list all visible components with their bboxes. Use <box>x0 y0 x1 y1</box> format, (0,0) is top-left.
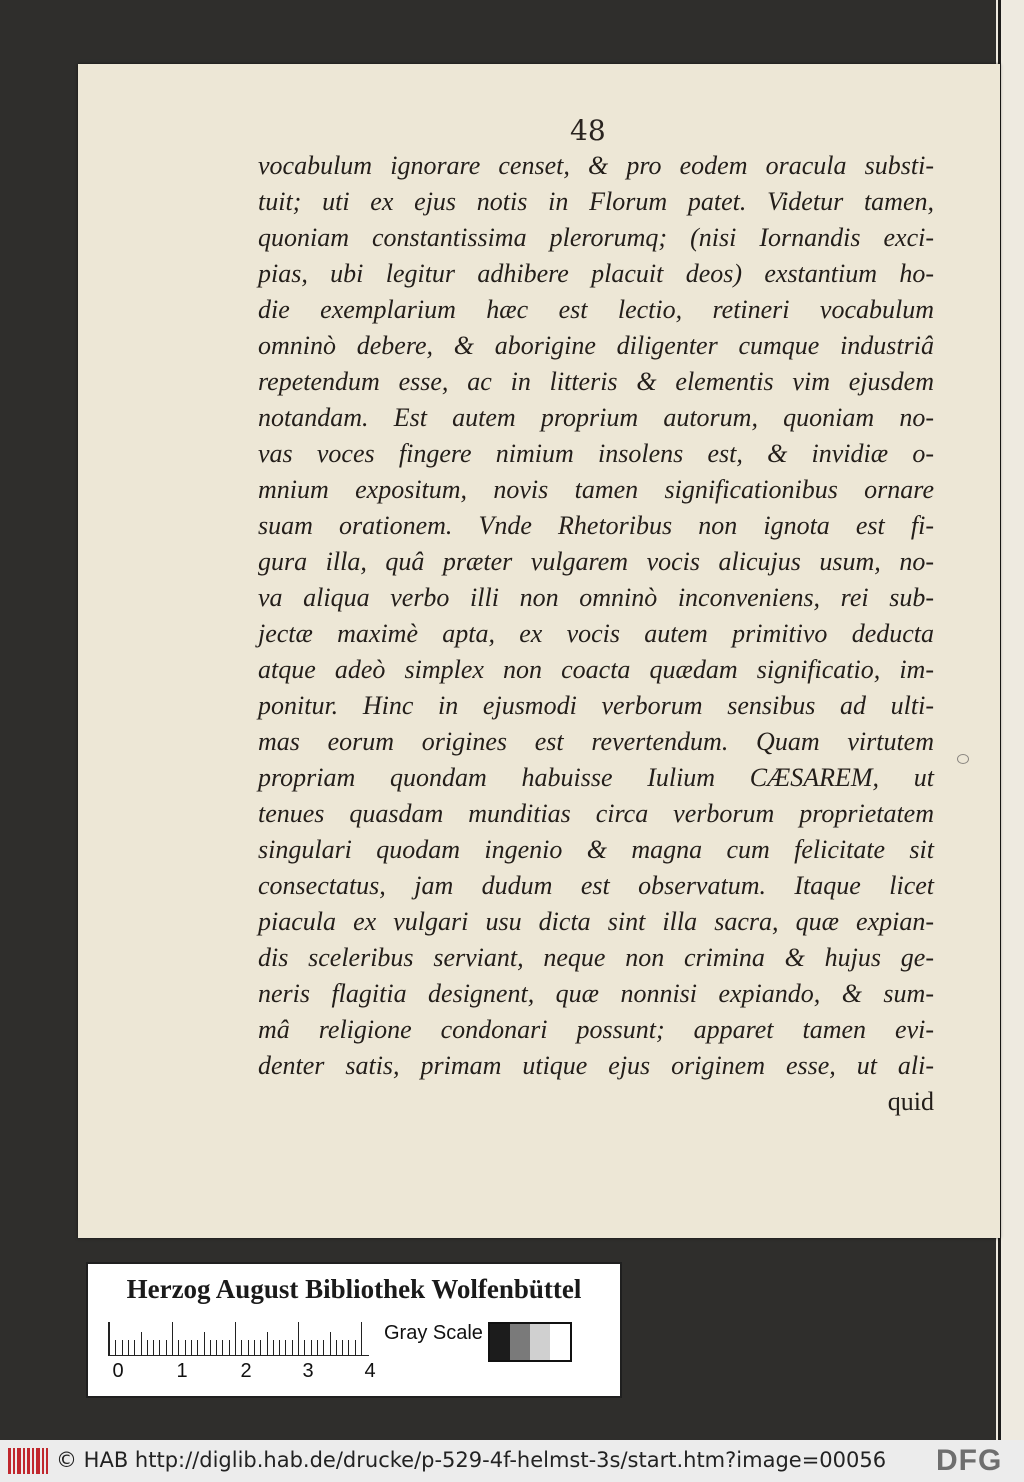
ruler-number-4: 4 <box>364 1360 376 1382</box>
gray-swatch <box>490 1324 510 1360</box>
ruler-tick <box>285 1340 286 1356</box>
ruler-tick <box>216 1340 217 1356</box>
ruler-tick <box>323 1340 324 1356</box>
text-line: consectatus, jam dudum est observatum. Itaque licet <box>258 871 934 900</box>
ruler-tick <box>172 1322 173 1356</box>
ruler-tick <box>109 1322 110 1356</box>
library-name: Herzog August Bibliothek Wolfenbüttel <box>126 1274 582 1304</box>
ruler-tick <box>311 1340 312 1356</box>
ruler-tick <box>128 1340 129 1356</box>
ruler-tick <box>254 1340 255 1356</box>
text-line: mas eorum origines est revertendum. Quam virtutem <box>258 727 934 756</box>
text-line: ponitur. Hinc in ejusmodi verborum sensibus ad ulti- <box>258 691 934 720</box>
text-line: die exemplarium hæc est lectio, retineri vocabulum <box>258 295 934 324</box>
color-scale-card <box>86 1262 622 1398</box>
ruler-tick <box>197 1340 198 1356</box>
ruler-tick <box>115 1340 116 1356</box>
gray-swatch <box>510 1324 530 1360</box>
ruler-tick <box>153 1340 154 1356</box>
ruler-tick <box>141 1332 142 1356</box>
ruler-tick <box>355 1340 356 1356</box>
ruler-tick <box>147 1340 148 1356</box>
gray-swatch <box>550 1324 570 1360</box>
text-line: vas voces fingere nimium insolens est, & invidiæ o- <box>258 439 934 468</box>
ruler-tick <box>178 1340 179 1356</box>
ruler-tick <box>122 1340 123 1356</box>
page-number: 48 <box>570 114 606 147</box>
text-line: mnium expositum, novis tamen significationibus ornare <box>258 475 934 504</box>
gray-swatch <box>530 1324 550 1360</box>
ruler-tick <box>342 1340 343 1356</box>
text-line: pias, ubi legitur adhibere placuit deos) exstantium ho- <box>258 259 934 288</box>
ruler-tick <box>210 1340 211 1356</box>
text-line: dis sceleribus serviant, neque non crimina & hujus ge- <box>258 943 934 972</box>
ruler-number-1: 1 <box>176 1360 188 1382</box>
ruler-tick <box>267 1332 268 1356</box>
adjacent-page-edge <box>996 0 1024 1440</box>
text-line: denter satis, primam utique ejus originem esse, ut ali- <box>258 1051 934 1080</box>
barcode-logo-icon <box>8 1448 48 1474</box>
ruler-tick <box>159 1340 160 1356</box>
page-text <box>258 148 934 1120</box>
margin-mark <box>957 754 969 764</box>
ruler-tick <box>185 1340 186 1356</box>
text-line: suam orationem. Vnde Rhetoribus non ignota est fi- <box>258 511 934 540</box>
text-line: atque adeò simplex non coacta quædam significatio, im- <box>258 655 934 684</box>
ruler-tick <box>273 1340 274 1356</box>
text-line: quoniam constantissima plerorumq; (nisi Iornandis exci- <box>258 223 934 252</box>
ruler-number-2: 2 <box>240 1360 252 1382</box>
text-line: mâ religione condonari possunt; apparet tamen evi- <box>258 1015 934 1044</box>
text-line: jectæ maximè apta, ex vocis autem primitivo deducta <box>258 619 934 648</box>
gray-scale-label: Gray Scale <box>384 1322 483 1344</box>
ruler-tick <box>248 1340 249 1356</box>
text-line: notandam. Est autem proprium autorum, quoniam no- <box>258 403 934 432</box>
catchword: quid <box>887 1087 934 1116</box>
text-line: propriam quondam habuisse Iulium CÆSAREM, ut <box>258 763 934 792</box>
ruler-tick <box>222 1340 223 1356</box>
ruler-tick <box>304 1340 305 1356</box>
copyright-url[interactable]: © HAB http://diglib.hab.de/drucke/p-529-4f-helmst-3s/start.htm?image=00056 <box>56 1448 887 1472</box>
ruler-tick <box>166 1340 167 1356</box>
text-line: omninò debere, & aborigine diligenter cumque industriâ <box>258 331 934 360</box>
text-line: repetendum esse, ac in litteris & elementis vim ejusdem <box>258 367 934 396</box>
ruler-tick <box>361 1322 362 1356</box>
ruler-tick <box>134 1340 135 1356</box>
text-line: neris flagitia designent, quæ nonnisi expiando, & sum- <box>258 979 934 1008</box>
text-line: singulari quodam ingenio & magna cum felicitate sit <box>258 835 934 864</box>
ruler-tick <box>348 1340 349 1356</box>
ruler-number-3: 3 <box>302 1360 314 1382</box>
ruler-tick <box>191 1340 192 1356</box>
ruler-tick <box>292 1340 293 1356</box>
text-line: tenues quasdam munditias circa verborum proprietatem <box>258 799 934 828</box>
dfg-logo: DFG <box>936 1444 1003 1477</box>
ruler-tick <box>317 1340 318 1356</box>
ruler-tick <box>229 1340 230 1356</box>
ruler-tick <box>298 1322 299 1356</box>
text-line: vocabulum ignorare censet, & pro eodem oracula substi- <box>258 151 934 180</box>
text-line: gura illa, quâ præter vulgarem vocis alicujus usum, no- <box>258 547 934 576</box>
ruler-tick <box>330 1332 331 1356</box>
ruler-tick <box>260 1340 261 1356</box>
text-line: tuit; uti ex ejus notis in Florum patet. Videtur tamen, <box>258 187 934 216</box>
ruler-tick <box>279 1340 280 1356</box>
ruler-tick <box>241 1340 242 1356</box>
footer-bar <box>0 1440 1024 1482</box>
ruler-tick <box>235 1322 236 1356</box>
ruler-number-0: 0 <box>112 1360 124 1382</box>
text-line: piacula ex vulgari usu dicta sint illa sacra, quæ expian- <box>258 907 934 936</box>
text-line: va aliqua verbo illi non omninò inconveniens, rei sub- <box>258 583 934 612</box>
ruler-tick <box>336 1340 337 1356</box>
ruler <box>108 1322 379 1356</box>
gray-scale-swatches <box>488 1322 572 1362</box>
ruler-tick <box>204 1332 205 1356</box>
